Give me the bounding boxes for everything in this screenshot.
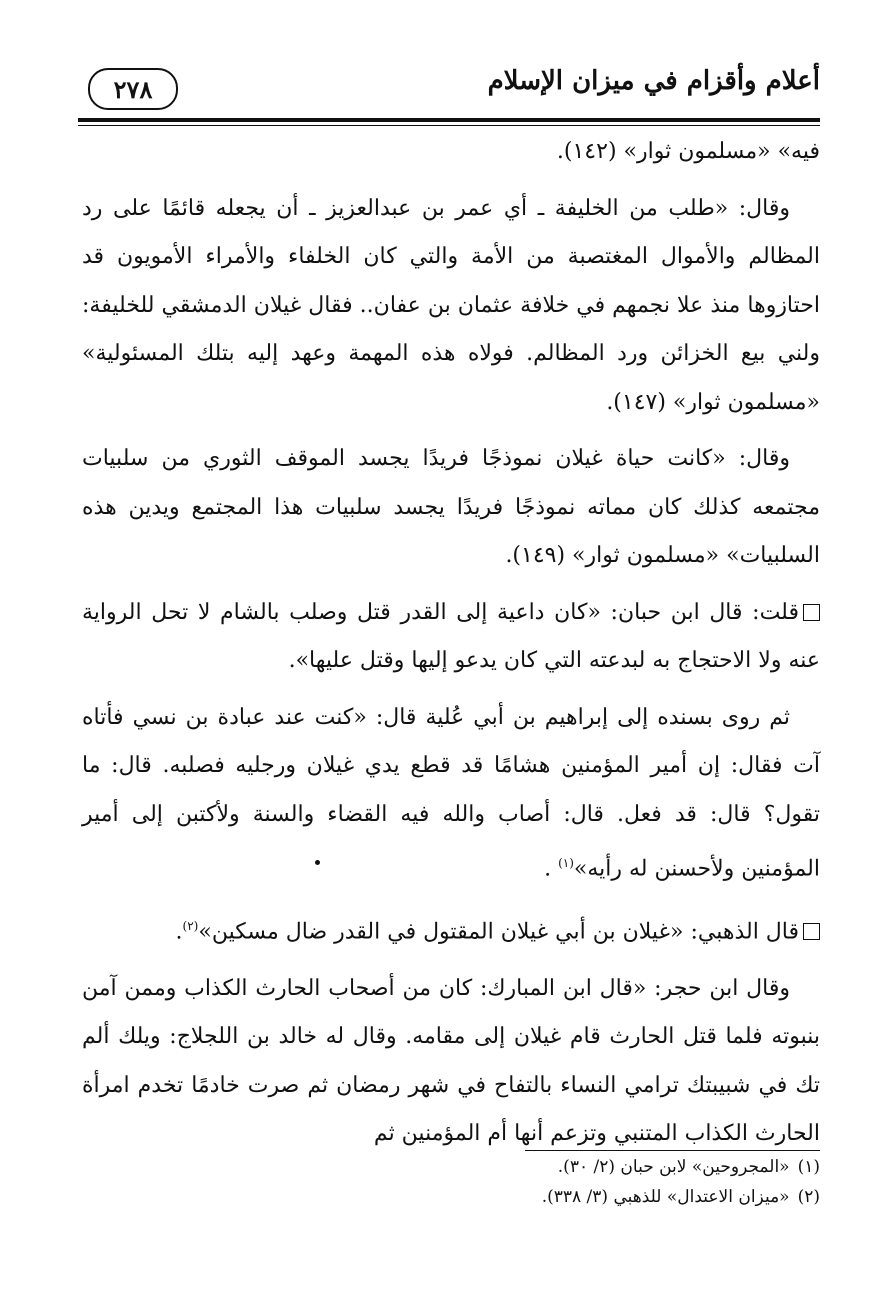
page-body [82, 128, 820, 1167]
page-number: ٢٧٨ [88, 68, 178, 110]
paragraph-text: قلت: قال ابن حبان: «كان داعية إلى القدر قتل وصلب بالشام لا تحل الرواية عنه ولا الاحتجاج به لبدعته التي كان يدعو إليها وقتل عليها». [82, 599, 820, 673]
note-marker-icon [803, 604, 820, 621]
paragraph-continuation: فيه» «مسلمون ثوار» (١٤٢). [556, 139, 820, 164]
paragraph-ibn-hajar: وقال ابن حجر: «قال ابن المبارك: كان من أصحاب الحارث الكذاب وممن آمن بنبوته فلما قتل الحارث قام غيلان إلى مقامه. وقال له خالد بن اللجلاج: ويلك ألم تك في شبيبتك ترامي النساء بالتفاح في شهر رمضان ثم صرت خادمًا تخدم امرأة الحارث الكذاب المتنبي وتزعم أنها أم المؤمنين ثم [82, 975, 820, 1147]
note-marker-icon [803, 923, 820, 940]
footnotes [430, 1152, 820, 1212]
paragraph-quote-2: وقال: «كانت حياة غيلان نموذجًا فريدًا يجسد الموقف الثوري من سلبيات مجتمعه كذلك كان مماته نموذجًا فريدًا يجسد سلبيات هذا المجتمع ويدين هذه السلبيات» «مسلمون ثوار» (١٤٩). [82, 446, 820, 568]
footnote-ref[interactable]: (١) [558, 856, 574, 870]
paragraph-dhahabi [82, 902, 820, 957]
paragraph-ibn-hibban [82, 589, 820, 686]
footnote-number: (٢) [797, 1187, 820, 1207]
footnote-separator [525, 1150, 820, 1151]
footnote-ref-tail: . [175, 919, 183, 945]
paragraph-text: ثم روى بسنده إلى إبراهيم بن أبي عُلية قال: «كنت عند عبادة بن نسي فأتاه آت فقال: إن أمير المؤمنين هشامًا قد قطع يدي غيلان ورجليه فصلبه. قال: ما تقول؟ قال: قد فعل. قال: أصاب والله فيه القضاء والسنة ولأكتبن إلى أمير المؤمنين ولأحسنن له رأيه» [82, 704, 820, 882]
header-rule-thin [78, 125, 820, 126]
book-title: أعلام وأقزام في ميزان الإسلام [487, 66, 820, 96]
paragraph-quote-1: وقال: «طلب من الخليفة ـ أي عمر بن عبدالعزيز ـ أن يجعله قائمًا على رد المظالم والأموال المغتصبة من الأمة والتي كان الخلفاء والأمراء الأمويون قد احتازوها منذ علا نجمهم في خلافة عثمان بن عفان.. فقال غيلان الدمشقي للخليفة: ولني بيع الخزائن ورد المظالم. فولاه هذه المهمة وعهد إليه بتلك المسئولية» «مسلمون ثوار» (١٤٧). [82, 195, 820, 415]
footnote-1 [430, 1152, 820, 1182]
footnote-ref[interactable]: (٢) [182, 918, 199, 933]
paragraph-narration [82, 694, 820, 894]
footnote-text: «ميزان الاعتدال» للذهبي (٣/ ٣٣٨). [541, 1187, 790, 1207]
stray-dot [315, 860, 320, 865]
footnote-text: «المجروحين» لابن حبان (٢/ ٣٠). [557, 1157, 790, 1177]
header-rule-thick [78, 118, 820, 122]
running-header [78, 60, 820, 116]
footnote-2 [430, 1182, 820, 1212]
footnote-number: (١) [797, 1157, 820, 1177]
paragraph-text: قال الذهبي: «غيلان بن أبي غيلان المقتول في القدر ضال مسكين» [198, 919, 799, 945]
footnote-ref-tail: . [544, 856, 552, 882]
